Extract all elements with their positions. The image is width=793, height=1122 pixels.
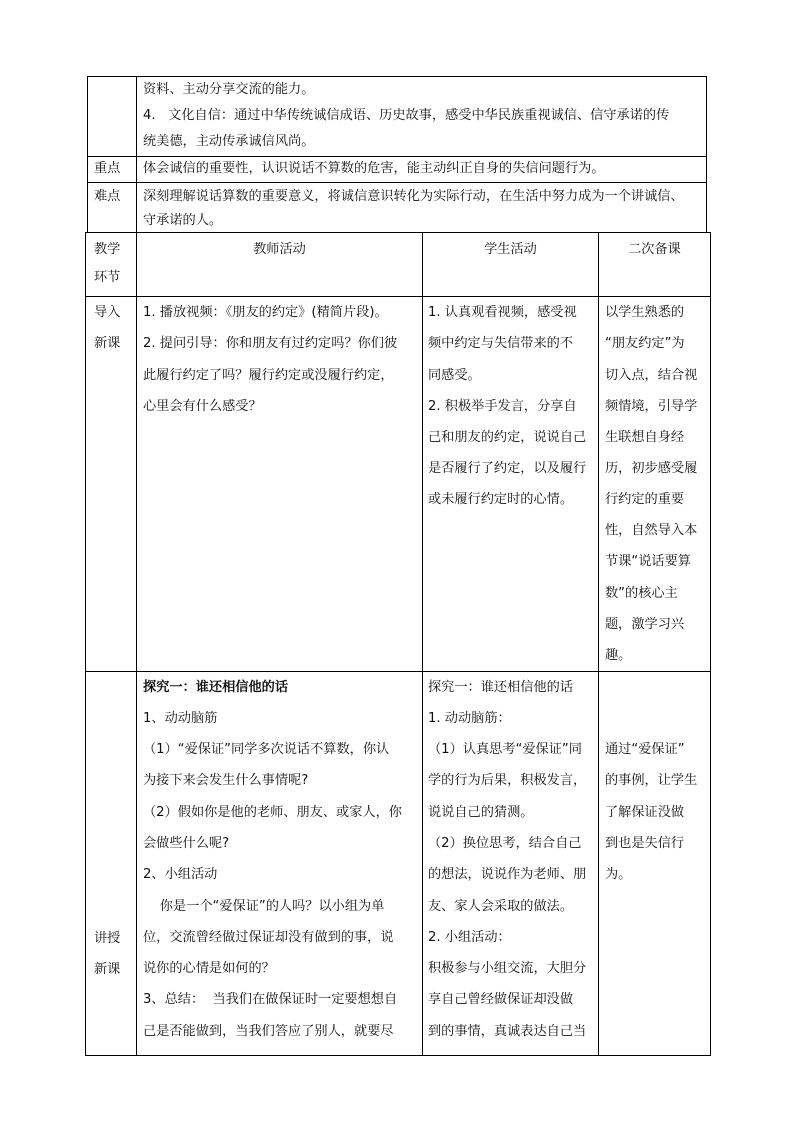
table-border [136,232,137,1056]
notes-line: 到也是失信行 [605,836,685,851]
teacher-line: 说你的心情是如何的？ [143,961,275,976]
student-line: 探究一：谁还相信他的话 [428,680,574,695]
table-border [136,76,137,232]
teacher-line: （1）“爱保证”同学多次说话不算数，你认 [143,742,390,757]
header-stage: 教学 [94,242,121,257]
teacher-line: 1. 播放视频：《朋友的约定》(精简片段)。 [143,305,388,320]
stage-label: 导入 [94,305,121,320]
header-teacher: 教师活动 [253,242,306,257]
student-line: 友、家人会采取的做法。 [428,899,574,914]
notes-line: 节课“说话要算 [605,554,691,569]
table-border [598,232,599,1056]
table-border [85,1055,711,1056]
student-line: 己和朋友的约定，说说自己 [428,430,587,445]
teacher-line: 此履行约定了吗？履行约定或没履行约定， [143,368,394,383]
goals-line: 4. 文化自信：通过中华传统诚信成语、历史故事，感受中华民族重视诚信、信守承诺的传 [143,108,670,123]
goals-line: 统美德，主动传承诚信风尚。 [143,134,315,149]
student-line: 同感受。 [428,368,481,383]
student-line: 是否履行了约定，以及履行 [428,461,587,476]
student-line: 说说自己的猜测。 [428,805,534,820]
student-line: （1）认真思考“爱保证”同 [428,742,582,757]
teacher-line: 位，交流曾经做过保证却没有做到的事，说 [143,930,394,945]
notes-line: 了解保证没做 [605,805,685,820]
notes-line: 生联想自身经 [605,430,685,445]
teacher-line: 会做些什么呢? [143,836,230,851]
student-line: （2）换位思考，结合自己 [428,836,582,851]
notes-line: 行约定的重要 [605,492,685,507]
notes-line: 趣。 [605,648,632,663]
student-line: 1. 认真观看视频，感受视 [428,305,577,320]
teacher-line: 2. 提问引导：你和朋友有过约定吗？你们彼 [143,336,398,351]
header-notes: 二次备课 [628,242,681,257]
student-line: 学的行为后果，积极发言， [428,773,587,788]
notes-line: 数”的核心主 [605,586,678,601]
teacher-heading: 探究一：谁还相信他的话 [143,680,289,695]
notes-line: 的事例，让学生 [605,773,698,788]
teacher-line: 1、动动脑筋 [143,711,218,726]
table-border [422,232,423,1056]
teacher-line: 心里会有什么感受？ [143,399,262,414]
table-border [85,296,711,297]
key-point-label: 重点 [94,161,121,176]
header-student: 学生活动 [484,242,537,257]
table-border [87,76,707,77]
teacher-line: （2）假如你是他的老师、朋友、或家人，你 [143,805,402,820]
student-line: 享自己曾经做保证却没做 [428,992,574,1007]
key-point-text: 体会诚信的重要性，认识说话不算数的危害，能主动纠正自身的失信问题行为。 [143,161,605,176]
header-stage: 环节 [94,270,121,285]
difficulty-line: 守承诺的人。 [143,213,223,228]
notes-line: 为。 [605,867,632,882]
table-border [87,182,707,183]
table-border [87,76,88,232]
table-border [710,232,711,1056]
table-border [85,671,711,672]
student-line: 2. 积极举手发言，分享自 [428,399,577,414]
notes-line: 通过“爱保证” [605,742,685,757]
student-line: 到的事情，真诚表达自己当 [428,1024,587,1039]
student-line: 1. 动动脑筋： [428,711,511,726]
student-line: 频中约定与失信带来的不 [428,336,574,351]
goals-line: 资料、主动分享交流的能力。 [143,82,315,97]
student-line: 或未履行约定时的心情。 [428,492,574,507]
table-border [85,232,86,1056]
notes-line: “朋友约定”为 [605,336,685,351]
difficulty-line: 深刻理解说话算数的重要意义，将诚信意识转化为实际行动，在生活中努力成为一个讲诚信、 [143,189,684,204]
notes-line: 以学生熟悉的 [605,305,685,320]
notes-line: 历，初步感受履 [605,461,698,476]
teacher-line: 你是一个“爱保证”的人吗？以小组为单 [143,899,385,914]
notes-line: 题，激学习兴 [605,617,685,632]
notes-line: 性，自然导入本 [605,523,698,538]
teacher-line: 2、小组活动 [143,867,218,882]
stage-label: 新课 [94,336,121,351]
student-line: 的想法，说说作为老师、朋 [428,867,587,882]
difficulty-label: 难点 [94,189,121,204]
student-line: 2. 小组活动： [428,930,511,945]
teacher-line: 为接下来会发生什么事情呢? [143,773,309,788]
table-border [706,76,707,232]
stage-label: 讲授 [94,931,121,946]
notes-line: 频情境，引导学 [605,399,698,414]
teacher-line: 3、总结： 当我们在做保证时一定要想想自 [143,992,398,1007]
table-border [87,156,707,157]
stage-label: 新课 [94,962,121,977]
teacher-line: 己是否能做到，当我们答应了别人，就要尽 [143,1024,394,1039]
table-border [85,232,711,233]
student-line: 积极参与小组交流，大胆分 [428,961,587,976]
notes-line: 切入点，结合视 [605,368,698,383]
